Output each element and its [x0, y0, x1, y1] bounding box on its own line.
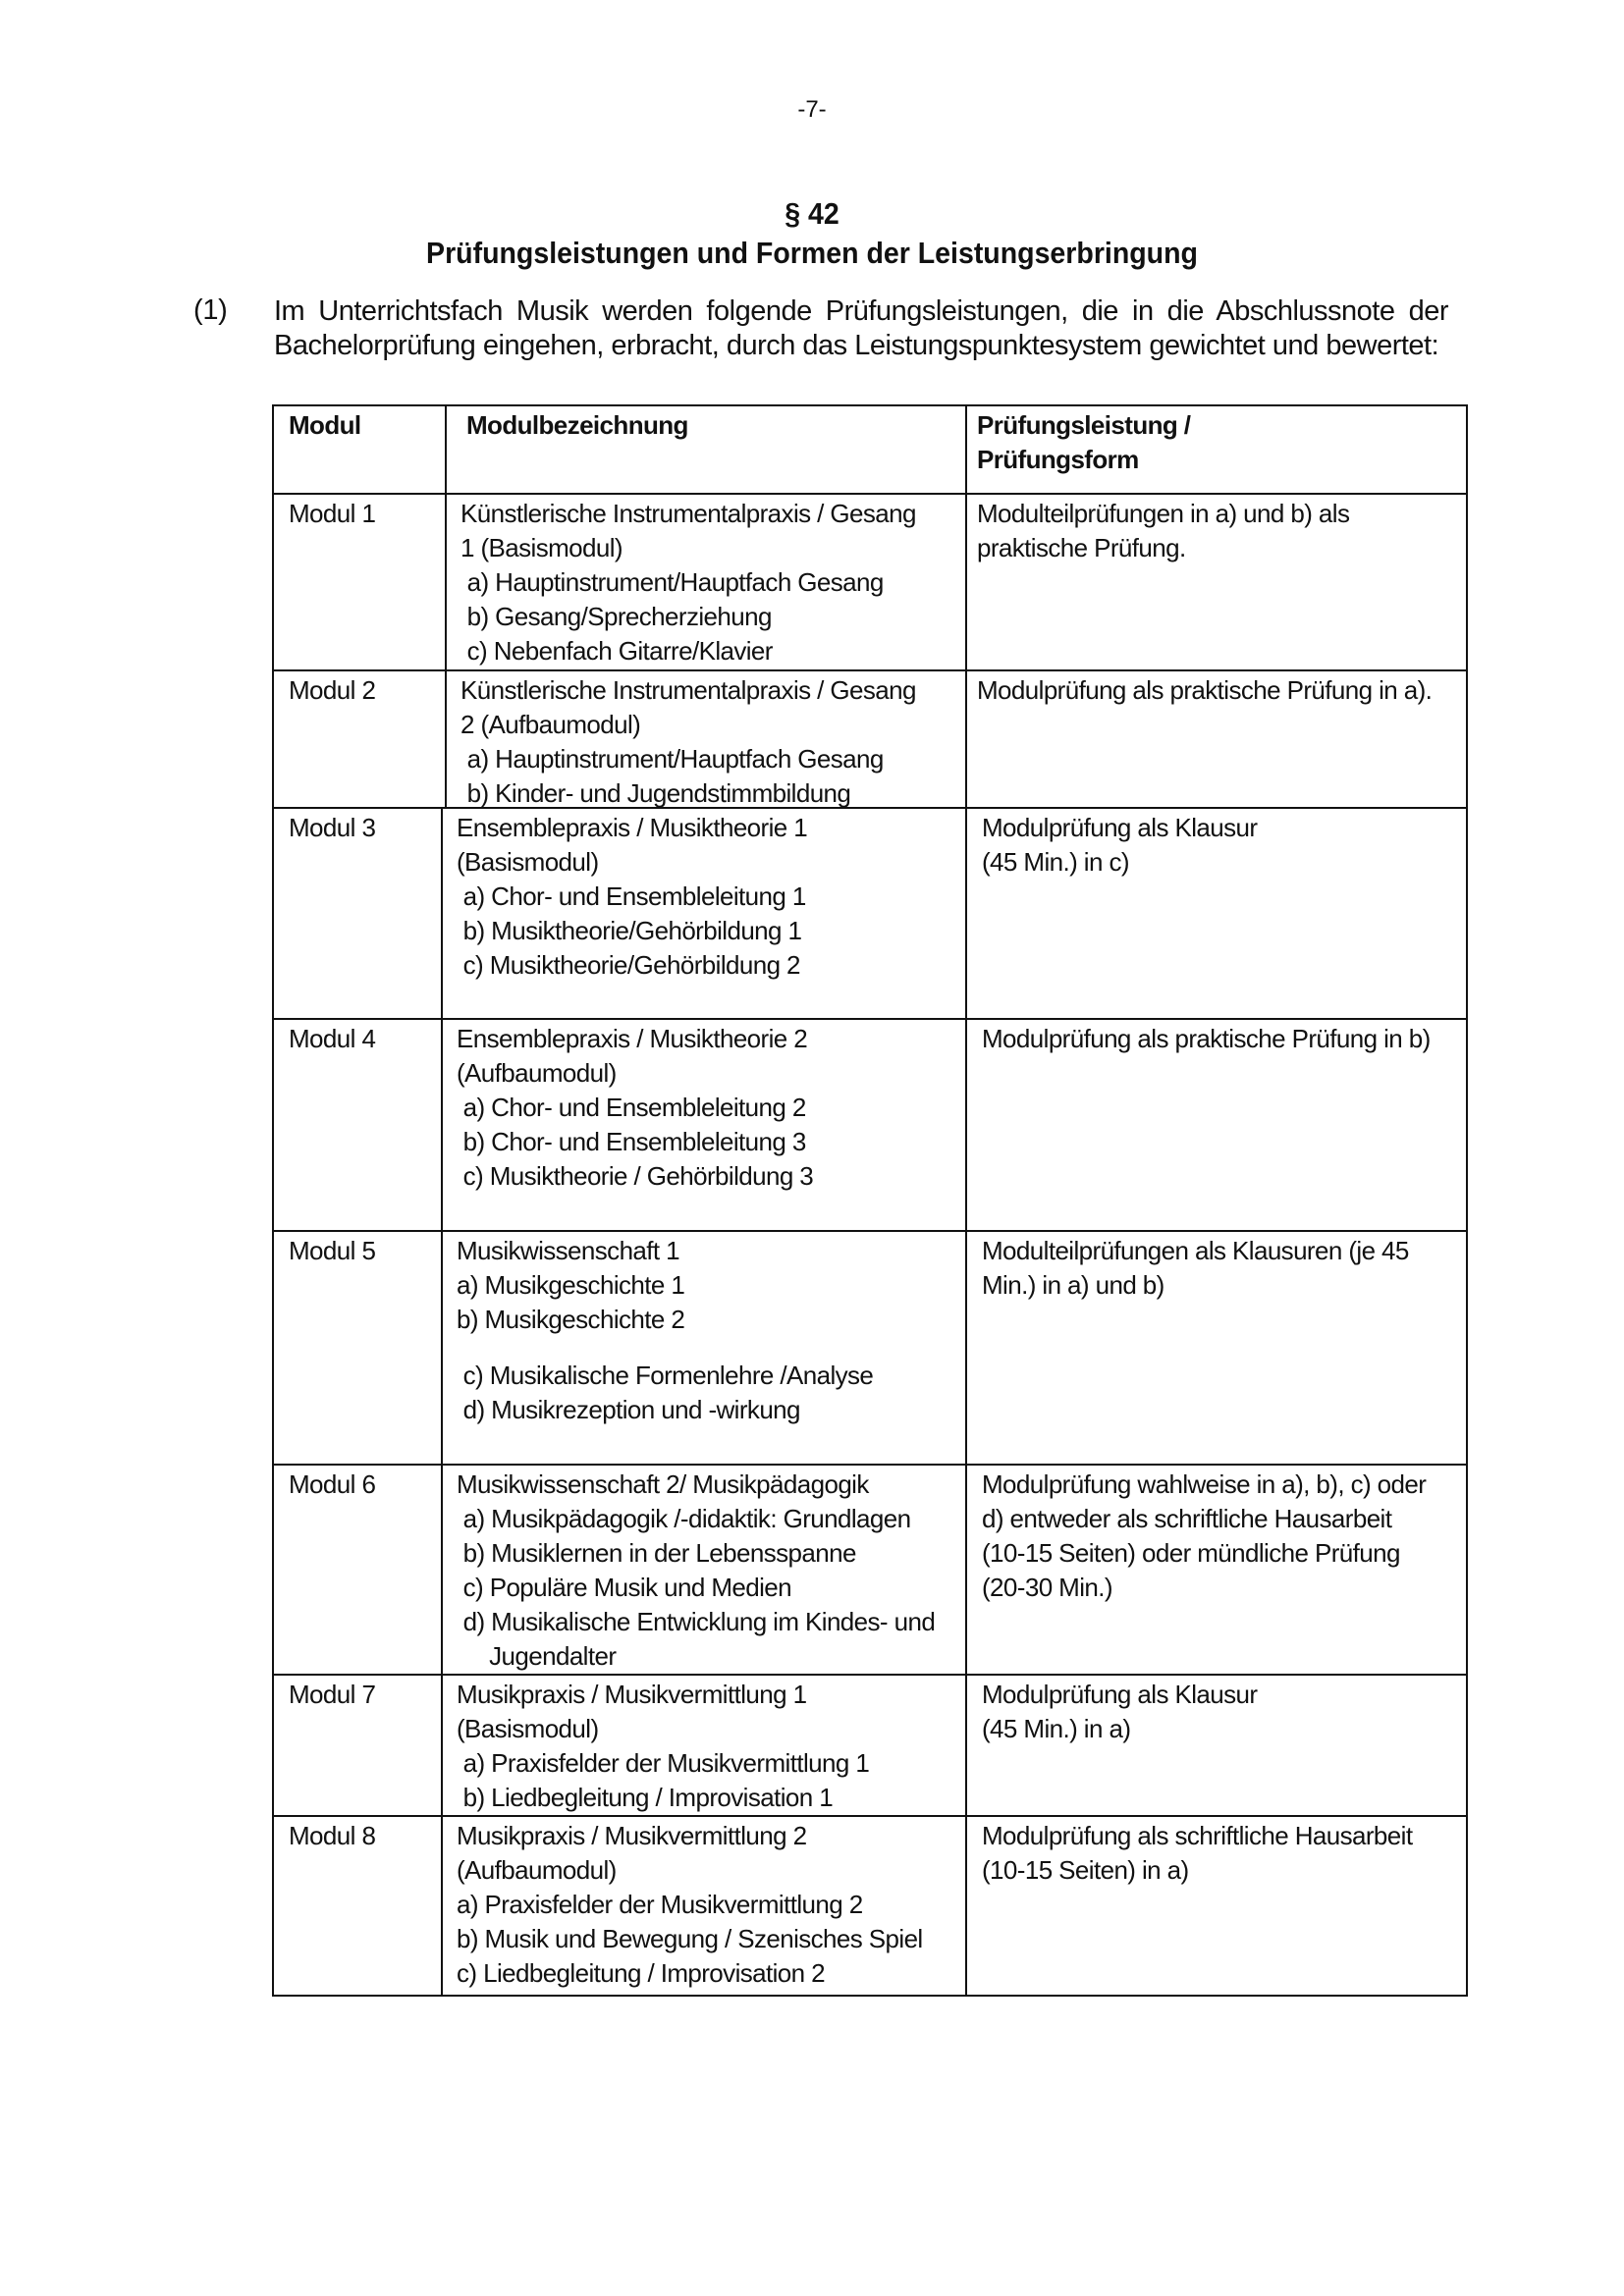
cell-pruefung-line: (45 Min.) in c)	[982, 847, 1129, 877]
table-column-rule	[272, 807, 274, 1997]
cell-modulbezeichnung-line: b) Liedbegleitung / Improvisation 1	[457, 1783, 834, 1812]
cell-modulbezeichnung-line: Musikpraxis / Musikvermittlung 2	[457, 1821, 807, 1850]
cell-modulbezeichnung-line: b) Musiklernen in der Lebensspanne	[457, 1538, 856, 1568]
section-title: Prüfungsleistungen und Formen der Leistungserbringung	[426, 236, 1198, 270]
table-row-divider	[272, 1018, 1468, 1020]
cell-modulbezeichnung-line: c) Musiktheorie/Gehörbildung 2	[457, 950, 800, 980]
cell-modul: Modul 2	[289, 675, 376, 705]
cell-modul: Modul 4	[289, 1024, 376, 1053]
cell-modulbezeichnung-line: Musikwissenschaft 2/ Musikpädagogik	[457, 1469, 869, 1499]
cell-pruefung-line: Modulteilprüfungen als Klausuren (je 45	[982, 1236, 1409, 1265]
cell-modul: Modul 1	[289, 499, 376, 528]
cell-modulbezeichnung-line: a) Praxisfelder der Musikvermittlung 1	[457, 1748, 870, 1778]
header-modulbezeichnung: Modulbezeichnung	[466, 410, 688, 440]
cell-modulbezeichnung-line: (Aufbaumodul)	[457, 1058, 617, 1088]
cell-modulbezeichnung-line: c) Musiktheorie / Gehörbildung 3	[457, 1161, 814, 1191]
cell-modulbezeichnung-line: c) Musikalische Formenlehre /Analyse	[457, 1361, 874, 1390]
table-column-rule	[441, 807, 443, 1997]
table-border-top	[272, 404, 1468, 406]
section-symbol: § 42	[785, 196, 839, 231]
cell-pruefung-line: d) entweder als schriftliche Hausarbeit	[982, 1504, 1392, 1533]
cell-pruefung-line: Modulprüfung wahlweise in a), b), c) oder	[982, 1469, 1427, 1499]
header-modul: Modul	[289, 410, 361, 440]
cell-modulbezeichnung-line: a) Chor- und Ensembleleitung 1	[457, 881, 806, 911]
cell-modulbezeichnung-line: (Aufbaumodul)	[457, 1855, 617, 1885]
cell-modulbezeichnung-line: b) Kinder- und Jugendstimmbildung	[460, 778, 851, 808]
cell-modulbezeichnung-line: b) Musiktheorie/Gehörbildung 1	[457, 916, 802, 945]
cell-pruefung-line: (45 Min.) in a)	[982, 1714, 1131, 1743]
table-row-divider	[272, 1674, 1468, 1676]
table-row-divider	[272, 1815, 1468, 1817]
table-column-rule	[1466, 807, 1468, 1997]
cell-pruefung-line: Modulprüfung als schriftliche Hausarbeit	[982, 1821, 1413, 1850]
cell-pruefung-line: praktische Prüfung.	[977, 533, 1186, 562]
table-row-divider	[272, 669, 1468, 671]
cell-modul: Modul 5	[289, 1236, 376, 1265]
cell-modulbezeichnung-line: (Basismodul)	[457, 1714, 599, 1743]
paragraph-text: Im Unterrichtsfach Musik werden folgende Prüfungsleistungen, die in die Abschlussnote der Bachelorprüfung eingehen, erbracht, durch das Leistungspunktesystem gewichtet und bewertet:	[274, 295, 1448, 361]
table-row-divider	[272, 807, 1468, 809]
cell-modul: Modul 6	[289, 1469, 376, 1499]
cell-modulbezeichnung-line: 2 (Aufbaumodul)	[460, 710, 641, 739]
cell-modulbezeichnung-line: c) Nebenfach Gitarre/Klavier	[460, 636, 773, 666]
cell-modulbezeichnung-line: a) Hauptinstrument/Hauptfach Gesang	[460, 567, 884, 597]
cell-modulbezeichnung-line: a) Musikpädagogik /-didaktik: Grundlagen	[457, 1504, 911, 1533]
cell-modulbezeichnung-line: Künstlerische Instrumentalpraxis / Gesang	[460, 499, 916, 528]
cell-modulbezeichnung-line: Künstlerische Instrumentalpraxis / Gesang	[460, 675, 916, 705]
cell-modulbezeichnung-line: Jugendalter	[457, 1641, 617, 1671]
table-row-divider	[272, 1230, 1468, 1232]
header-pruefungsform: Prüfungsform	[977, 445, 1139, 474]
cell-modul: Modul 8	[289, 1821, 376, 1850]
cell-modul: Modul 7	[289, 1680, 376, 1709]
cell-modulbezeichnung-line: a) Hauptinstrument/Hauptfach Gesang	[460, 744, 884, 774]
table-column-rule	[1466, 404, 1468, 807]
table-column-rule	[272, 404, 274, 807]
cell-modulbezeichnung-line: b) Musik und Bewegung / Szenisches Spiel	[457, 1924, 923, 1953]
cell-pruefung-line: (10-15 Seiten) oder mündliche Prüfung	[982, 1538, 1400, 1568]
cell-modulbezeichnung-line: Ensemblepraxis / Musiktheorie 1	[457, 813, 808, 842]
cell-modulbezeichnung-line: b) Musikgeschichte 2	[457, 1305, 685, 1334]
cell-modulbezeichnung-line: (Basismodul)	[457, 847, 599, 877]
cell-modulbezeichnung-line: d) Musikrezeption und -wirkung	[457, 1395, 800, 1424]
cell-modulbezeichnung-line: c) Populäre Musik und Medien	[457, 1573, 792, 1602]
cell-modulbezeichnung-line: 1 (Basismodul)	[460, 533, 623, 562]
cell-modulbezeichnung-line: Ensemblepraxis / Musiktheorie 2	[457, 1024, 808, 1053]
cell-modulbezeichnung-line: b) Gesang/Sprecherziehung	[460, 602, 772, 631]
paragraph-number: (1)	[193, 294, 228, 326]
cell-modulbezeichnung-line: a) Praxisfelder der Musikvermittlung 2	[457, 1890, 863, 1919]
table-row-divider	[272, 1464, 1468, 1466]
cell-modulbezeichnung-line: Musikwissenschaft 1	[457, 1236, 680, 1265]
cell-pruefung-line: (20-30 Min.)	[982, 1573, 1112, 1602]
table-row-divider	[272, 493, 1468, 495]
cell-pruefung-line: Modulteilprüfungen in a) und b) als	[977, 499, 1350, 528]
cell-modulbezeichnung-line: b) Chor- und Ensembleleitung 3	[457, 1127, 806, 1156]
page-number: -7-	[797, 96, 827, 123]
table-column-rule	[965, 807, 967, 1997]
table-border-bottom	[272, 1995, 1468, 1997]
cell-pruefung-line: Modulprüfung als praktische Prüfung in b)	[982, 1024, 1431, 1053]
table-column-rule	[965, 404, 967, 807]
cell-modul: Modul 3	[289, 813, 376, 842]
header-pruefungsleistung: Prüfungsleistung /	[977, 410, 1191, 440]
cell-modulbezeichnung-line: Musikpraxis / Musikvermittlung 1	[457, 1680, 807, 1709]
cell-modulbezeichnung-line: c) Liedbegleitung / Improvisation 2	[457, 1958, 826, 1988]
cell-pruefung-line: Min.) in a) und b)	[982, 1270, 1164, 1300]
cell-pruefung-line: Modulprüfung als praktische Prüfung in a).	[977, 675, 1433, 705]
table-column-rule	[445, 404, 447, 807]
cell-modulbezeichnung-line: a) Musikgeschichte 1	[457, 1270, 685, 1300]
cell-pruefung-line: (10-15 Seiten) in a)	[982, 1855, 1189, 1885]
cell-pruefung-line: Modulprüfung als Klausur	[982, 1680, 1258, 1709]
cell-pruefung-line: Modulprüfung als Klausur	[982, 813, 1258, 842]
cell-modulbezeichnung-line: a) Chor- und Ensembleleitung 2	[457, 1093, 806, 1122]
cell-modulbezeichnung-line: d) Musikalische Entwicklung im Kindes- und	[457, 1607, 936, 1636]
